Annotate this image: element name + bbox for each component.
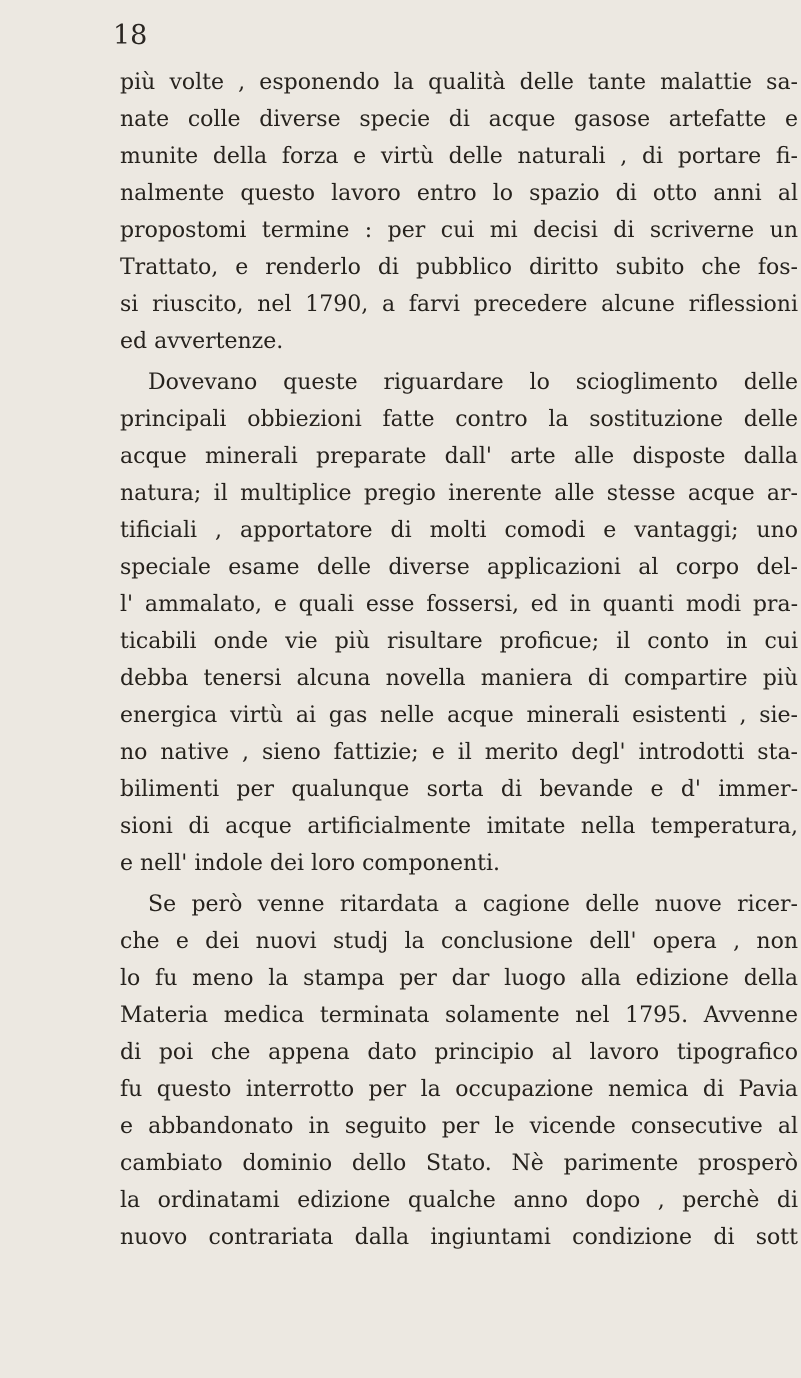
- text-line: principali obbiezioni fatte contro la sostituzione delle: [120, 407, 798, 432]
- text-line: natura; il multiplice pregio inerente alle stesse acque ar-: [120, 481, 798, 506]
- text-line: e abbandonato in seguito per le vicende consecutive al: [120, 1114, 798, 1139]
- text-line: nuovo contrariata dalla ingiuntami condizione di sott: [120, 1225, 798, 1250]
- text-line: tificiali , apportatore di molti comodi e vantaggi; uno: [120, 518, 798, 543]
- text-line: munite della forza e virtù delle naturali , di portare fi-: [120, 144, 798, 169]
- text-line: l' ammalato, e quali esse fossersi, ed in quanti modi pra-: [120, 592, 798, 617]
- text-line: sioni di acque artificialmente imitate nella temperatura,: [120, 814, 798, 839]
- text-line: che e dei nuovi studj la conclusione dell' opera , non: [120, 929, 798, 954]
- text-line: ed avvertenze.: [120, 329, 284, 354]
- text-line: di poi che appena dato principio al lavoro tipografico: [120, 1040, 798, 1065]
- text-line: più volte , esponendo la qualità delle tante malattie sa-: [120, 70, 798, 95]
- text-line: acque minerali preparate dall' arte alle disposte dalla: [120, 444, 798, 469]
- text-line: bilimenti per qualunque sorta di bevande e d' immer-: [120, 777, 798, 802]
- text-line: Materia medica terminata solamente nel 1795. Avvenne: [120, 1003, 798, 1028]
- text-line: Trattato, e renderlo di pubblico diritto subito che fos-: [120, 255, 798, 280]
- text-line: no native , sieno fattizie; e il merito degl' introdotti sta-: [120, 740, 798, 765]
- text-line: cambiato dominio dello Stato. Nè parimente prosperò: [120, 1151, 798, 1176]
- text-line: ticabili onde vie più risultare proficue; il conto in cui: [120, 629, 798, 654]
- page-number: 18: [113, 20, 148, 51]
- text-line: e nell' indole dei loro componenti.: [120, 851, 501, 876]
- text-line: lo fu meno la stampa per dar luogo alla edizione della: [120, 966, 798, 991]
- text-line: energica virtù ai gas nelle acque minerali esistenti , sie-: [120, 703, 798, 728]
- text-line: fu questo interrotto per la occupazione nemica di Pavia: [120, 1077, 798, 1102]
- text-line: si riuscito, nel 1790, a farvi precedere alcune riflessioni: [120, 292, 798, 317]
- text-line: nate colle diverse specie di acque gasose artefatte e: [120, 107, 798, 132]
- text-line: nalmente questo lavoro entro lo spazio di otto anni al: [120, 181, 798, 206]
- text-line: Dovevano queste riguardare lo scioglimento delle: [148, 370, 798, 395]
- text-line: debba tenersi alcuna novella maniera di compartire più: [120, 666, 798, 691]
- text-line: propostomi termine : per cui mi decisi di scriverne un: [120, 218, 798, 243]
- text-line: Se però venne ritardata a cagione delle nuove ricer-: [148, 892, 798, 917]
- text-line: la ordinatami edizione qualche anno dopo , perchè di: [120, 1188, 798, 1213]
- text-line: speciale esame delle diverse applicazioni al corpo del-: [120, 555, 798, 580]
